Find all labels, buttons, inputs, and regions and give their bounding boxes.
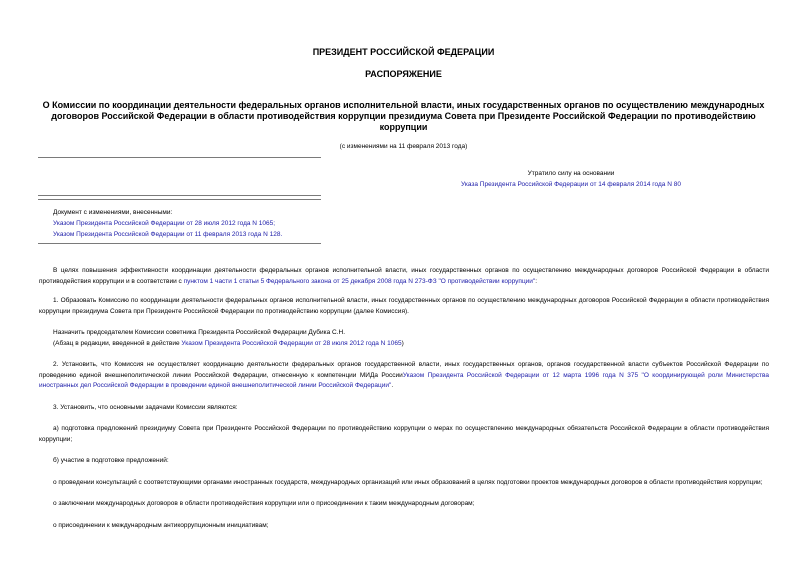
law-link[interactable]: пунктом 1 части 1 статьи 5 Федерального закона от 25 декабря 2008 года N 273-ФЗ "О противодействии коррупции" (183, 277, 536, 285)
change-link[interactable]: Указом Президента Российской Федерации от 11 февраля 2013 года N 128. (53, 231, 283, 238)
clause-3: 3. Установить, что основными задачами Комиссии являются: (53, 403, 238, 411)
clause-1: 1. Образовать Комиссию по координации деятельности федеральных органов исполнительной власти, иных государственных органов по осуществлению международных договоров Российской Федерации в области противодействия коррупции президиума Совета при Президенте Российской Федерации по противодействию коррупции (далее Комиссия). (39, 297, 769, 315)
divider-line (38, 157, 321, 158)
changes-block (53, 207, 282, 240)
changes-label: Документ с изменениями, внесенными: (53, 209, 173, 216)
clause-3a: а) подготовка предложений президиуму Совета при Президенте Российской Федерации по противодействию коррупции о мерах по осуществлению международных обязательств Российской Федерации в области противодействия коррупции; (39, 425, 769, 443)
chair-note-text: (Абзац в редакции, введенной в действие (53, 339, 182, 347)
document-title: О Комиссии по координации деятельности федеральных органов исполнительной власти, иных государственных органов по осуществлению международных договоров Российской Федерации в области противодействия коррупции президиума Совета при Президенте Российской Федерации по противодействию коррупции (42, 100, 765, 132)
clause-2-end: . (391, 382, 394, 389)
clause-3b-item: о присоединении к международным антикоррупционным инициативам; (53, 521, 269, 529)
document-type: РАСПОРЯЖЕНИЕ (365, 69, 442, 79)
clause-3b: б) участие в подготовке предложений: (53, 457, 169, 464)
intro-text-end: : (535, 277, 538, 285)
divider-line (38, 243, 321, 244)
intro-paragraph (39, 266, 769, 287)
divider-line (38, 195, 321, 196)
edition-note: (с изменениями на 11 февраля 2013 года) (339, 143, 468, 150)
mid-decree-link[interactable]: Указом Президента Российской Федерации от 12 марта 1996 года N 375 "О координирующей роли Министерства иностранных дел Российской Федерации в проведении единой внешнеполитической линии Российской Федерации" (39, 371, 769, 389)
clause-3b-item: о проведении консультаций с соответствующими органами иностранных государств, международных организаций или иных образований в целях подготовки проектов международных договоров в области противодействия коррупции; (53, 478, 763, 486)
chair-note-end: ) (401, 339, 404, 347)
repeal-decree-link[interactable]: Указа Президента Российской Федерации от 14 февраля 2014 года N 80 (461, 181, 681, 188)
clause-3b-item: о заключении международных договоров в области противодействия коррупции или о присоединении к таким международным договорам; (53, 500, 475, 507)
change-link[interactable]: Указом Президента Российской Федерации от 28 июля 2012 года N 1065; (53, 220, 276, 227)
chair-appointment: Назначить председателем Комиссии советника Президента Российской Федерации Дубика С.Н. (53, 329, 346, 336)
clause-2 (39, 360, 769, 392)
repeal-label: Утратило силу на основании (527, 170, 615, 177)
document-authority: ПРЕЗИДЕНТ РОССИЙСКОЙ ФЕДЕРАЦИИ (312, 47, 495, 57)
document-body (39, 266, 769, 531)
intro-text: В целях повышения эффективности координации деятельности федеральных органов исполнительной власти, иных государственных органов по осуществлению международных договоров Российской Федерации в области противодействия коррупции и в соответствии с (39, 267, 769, 285)
clause-2-text: 2. Установить, что Комиссия не осуществляет координацию деятельности федеральных органов государственной власти, иных государственных органов, органов государственной власти субъектов Российской Федерации по проведению единой внешнеполитической линии Российской Федерации, отнесенную к компетенции МИДа России (39, 361, 769, 379)
divider-line (38, 199, 321, 200)
chair-note (39, 339, 769, 350)
chair-note-link[interactable]: Указом Президента Российской Федерации от 28 июля 2012 года N 1065 (181, 339, 402, 347)
